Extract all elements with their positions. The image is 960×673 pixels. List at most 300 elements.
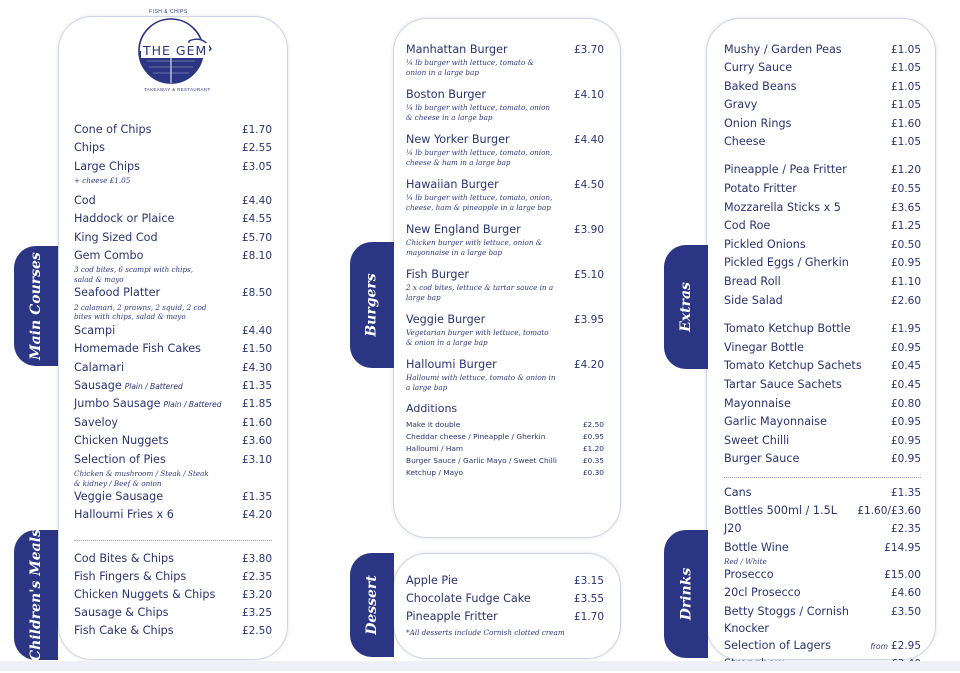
menu-item-price: £3.80	[241, 553, 272, 565]
dessert-tab	[350, 553, 394, 657]
menu-item-left	[74, 284, 160, 301]
menu-item-row	[74, 139, 272, 157]
menu-item-price: £4.40	[573, 134, 604, 146]
menu-item-left	[724, 357, 862, 375]
menu-item-price-wrap	[891, 161, 921, 180]
menu-item	[406, 312, 604, 347]
menu-item-price-wrap	[891, 292, 921, 311]
menu-item	[724, 539, 921, 567]
menu-item-name: Apple Pie	[406, 574, 458, 587]
main-courses-tab	[14, 246, 58, 366]
menu-item-row	[74, 284, 272, 302]
menu-item-name: J20	[724, 522, 742, 536]
menu-item	[74, 359, 272, 377]
section-divider	[74, 540, 272, 541]
menu-item-price: £1.10	[890, 276, 921, 288]
menu-item-price: £3.15	[573, 575, 604, 587]
menu-item-name: Boston Burger	[406, 88, 486, 101]
extras-tab	[664, 245, 708, 369]
menu-item-price-wrap	[891, 413, 921, 432]
menu-item-left	[74, 340, 201, 357]
menu-item-price-wrap	[242, 210, 272, 228]
menu-item-row	[74, 414, 272, 432]
menu-item-price: £1.85	[241, 398, 272, 411]
menu-item-row	[724, 96, 921, 114]
menu-item-price-wrap	[242, 340, 272, 358]
menu-item-price-wrap	[242, 121, 272, 139]
menu-item-name: Bottle Wine	[724, 540, 789, 554]
menu-item-name: Gravy	[724, 98, 758, 112]
menu-item-left	[406, 87, 486, 102]
menu-item-left	[74, 359, 124, 376]
menu-item-price-wrap	[242, 586, 272, 604]
menu-item-name: New England Burger	[406, 223, 521, 236]
menu-item-row	[74, 488, 272, 506]
menu-item	[724, 180, 921, 199]
addition-item	[406, 455, 604, 467]
menu-item-left	[724, 273, 781, 291]
menu-item-left	[724, 413, 827, 431]
menu-item-row	[74, 359, 272, 377]
menu-item-name: Cheese	[724, 135, 766, 149]
menu-item-price-wrap	[242, 359, 272, 377]
menu-item-price: £3.55	[573, 593, 604, 605]
addition-item	[406, 431, 604, 443]
menu-item-price-wrap	[891, 199, 921, 218]
menu-item-name: Seafood Platter	[74, 286, 161, 300]
menu-item-price-wrap	[242, 247, 272, 265]
menu-item-description: + cheese £1.05	[74, 176, 131, 186]
menu-item-price-wrap	[891, 59, 921, 77]
menu-item	[724, 236, 921, 255]
menu-item-left	[724, 339, 804, 357]
menu-item	[74, 229, 272, 247]
menu-item-price: £14.95	[884, 541, 921, 554]
menu-item-price-wrap	[574, 590, 604, 608]
menu-item-name: Pineapple / Pea Fritter	[724, 163, 847, 177]
menu-item-row	[724, 413, 921, 432]
menu-item-option: Plain / Battered	[124, 381, 183, 391]
addition-price: £0.95	[582, 432, 604, 441]
menu-item-price: £4.40	[241, 324, 272, 337]
menu-item	[724, 484, 921, 502]
menu-item-price: £8.50	[241, 287, 272, 300]
menu-item-description: Halloumi with lettuce, tomato & onion in a large bap	[406, 373, 556, 392]
menu-item	[406, 590, 604, 608]
menu-item	[74, 432, 272, 450]
menu-item-row	[406, 42, 604, 58]
menu-item	[74, 210, 272, 228]
menu-item-price-wrap	[242, 322, 272, 340]
menu-item-price: £3.20	[241, 589, 272, 601]
menu-item-name: Tartar Sauce Sachets	[724, 377, 842, 391]
menu-item-name: Cod Bites & Chips	[74, 552, 174, 565]
menu-item-left	[724, 395, 791, 413]
menu-item-price-wrap	[242, 506, 272, 524]
menu-item-price-wrap	[242, 568, 272, 586]
menu-item-price: £1.35	[241, 491, 272, 503]
menu-item-price-wrap	[574, 608, 604, 626]
menu-item	[74, 550, 272, 568]
menu-item	[724, 115, 921, 133]
menu-item-name: Fish Burger	[406, 268, 469, 281]
menu-item	[406, 267, 604, 302]
menu-item-price-wrap	[891, 236, 921, 255]
menu-item-left	[724, 539, 789, 556]
menu-item-price-wrap	[891, 484, 921, 502]
menu-item-row	[74, 229, 272, 247]
menu-item-price: £4.20	[573, 359, 604, 371]
menu-item	[74, 121, 272, 139]
menu-item-row	[724, 566, 921, 584]
menu-item-description: Chicken burger with lettuce, onion & mayonnaise in a large bap	[406, 238, 543, 257]
menu-item-row	[724, 520, 921, 538]
menu-item-price: £1.05	[890, 44, 921, 56]
menu-item-price: £3.05	[241, 160, 272, 173]
menu-item	[74, 322, 272, 340]
menu-item-price-wrap	[242, 284, 272, 302]
menu-item-row	[724, 78, 921, 96]
menu-item-name: Veggie Sausage	[74, 490, 164, 503]
menu-item-price-wrap	[891, 115, 921, 133]
menu-item-price-wrap	[242, 488, 272, 506]
menu-item-price-wrap	[891, 320, 921, 339]
menu-item	[74, 192, 272, 210]
menu-item-description: ¼ lb burger with lettuce, tomato, onion, cheese, ham & pineapple in a large bap	[406, 193, 553, 212]
menu-item-name: Selection of Lagers	[724, 639, 831, 653]
menu-item-left	[74, 414, 118, 431]
menu-item-price-wrap	[891, 273, 921, 292]
menu-item	[724, 520, 921, 538]
menu-item-price: £0.55	[890, 183, 921, 196]
menu-item-price: £4.50	[573, 179, 604, 191]
menu-item-left	[724, 450, 799, 468]
price-prefix: from	[870, 642, 888, 652]
menu-item-name: Haddock or Plaice	[74, 212, 175, 226]
menu-item-description: 2 x cod bites, lettuce & tartar sauce in a large bap	[406, 283, 554, 302]
menu-item	[724, 584, 921, 602]
childrens-meals-tab-label: Children's Meals	[28, 529, 44, 661]
menu-item	[724, 450, 921, 469]
menu-item-name: Cone of Chips	[74, 123, 152, 136]
menu-item-row	[724, 484, 921, 502]
menu-item	[74, 604, 272, 622]
menu-item-price: £1.70	[241, 124, 272, 136]
menu-item-left	[74, 121, 151, 138]
menu-item-price-wrap	[891, 584, 921, 602]
menu-item	[74, 395, 272, 413]
menu-item-row	[74, 121, 272, 139]
menu-item-price: £4.30	[241, 361, 272, 374]
logo-name: THE GEM	[143, 43, 208, 58]
menu-item-price: £2.50	[241, 625, 272, 637]
menu-item	[74, 451, 272, 488]
menu-item-left	[724, 254, 849, 272]
menu-item-price-wrap	[891, 357, 921, 376]
menu-item-price: £0.45	[890, 378, 921, 391]
menu-item-left	[74, 395, 222, 413]
menu-item-left	[406, 132, 510, 147]
menu-item-row	[724, 539, 921, 557]
menu-item-name: Mayonnaise	[724, 396, 791, 410]
additions-title: Additions	[406, 402, 458, 415]
menu-item-price: £0.80	[890, 397, 921, 410]
menu-item-left	[74, 586, 215, 604]
menu-item-left	[724, 637, 831, 654]
menu-item-left	[74, 604, 169, 622]
menu-item-price-wrap	[242, 550, 272, 568]
menu-item-left	[74, 158, 140, 175]
drinks-tab	[664, 530, 708, 658]
menu-item-row	[406, 312, 604, 328]
menu-item-name: Tomato Ketchup Bottle	[724, 322, 851, 336]
menu-item-row	[724, 339, 921, 358]
dessert-note: *All desserts include Cornish clotted cream	[406, 628, 565, 637]
menu-item-price: £3.50	[890, 605, 921, 618]
menu-item-description: ¼ lb burger with lettuce, tomato & onion in a large bap	[406, 58, 534, 77]
menu-item-price: £0.95	[890, 434, 921, 447]
gem-logo	[125, 5, 217, 97]
menu-item	[724, 376, 921, 395]
menu-item-left	[724, 320, 851, 338]
addition-name: Cheddar cheese / Pineapple / Gherkin	[406, 432, 546, 441]
menu-item-name: Saveloy	[74, 415, 119, 429]
menu-item	[406, 42, 604, 77]
menu-item-name: Fish Cake & Chips	[74, 624, 174, 637]
menu-item-price-wrap	[242, 192, 272, 210]
menu-item-price: £1.05	[890, 62, 921, 75]
menu-item-price-wrap	[574, 87, 604, 103]
menu-item-left	[406, 42, 508, 57]
menu-item	[406, 177, 604, 212]
menu-item-price-wrap	[891, 217, 921, 236]
menu-item-name: Large Chips	[74, 159, 140, 173]
menu-item-name: Chips	[74, 141, 105, 155]
dessert-tab-label: Dessert	[364, 575, 380, 635]
menu-item-row	[724, 180, 921, 199]
menu-item-name: Cod	[74, 193, 96, 207]
menu-item	[74, 340, 272, 358]
addition-name: Ketchup / Mayo	[406, 468, 464, 477]
menu-item-row	[724, 236, 921, 255]
menu-item-price-wrap	[242, 158, 272, 176]
menu-item-price-wrap	[891, 339, 921, 358]
main-courses-tab-label: Main Courses	[28, 252, 44, 360]
menu-item	[724, 292, 921, 311]
menu-item	[406, 87, 604, 122]
menu-item	[74, 622, 272, 640]
menu-item-name: Fish Fingers & Chips	[74, 570, 187, 583]
menu-item-description: 2 calamari, 2 prawns, 2 squid, 2 cod bites with chips, salad & mayo	[74, 302, 207, 322]
menu-item-name: Halloumi Burger	[406, 358, 497, 371]
menu-item	[724, 357, 921, 376]
menu-item-description: Chicken & mushroom / Steak / Steak & kidney / Beef & onion	[74, 469, 209, 488]
dessert-list	[406, 572, 604, 638]
menu-item-row	[74, 210, 272, 228]
menu-item-option: Plain / Battered	[163, 400, 222, 410]
menu-item-price: £0.45	[890, 360, 921, 373]
menu-item-name: New Yorker Burger	[406, 133, 510, 146]
menu-item-left	[74, 506, 174, 523]
menu-item-price-wrap	[891, 133, 921, 151]
menu-item	[724, 254, 921, 273]
drinks-tab-label: Drinks	[678, 567, 695, 621]
addition-name: Burger Sauce / Garlic Mayo / Sweet Chilli	[406, 456, 557, 465]
menu-item-row	[724, 432, 921, 451]
menu-item-row	[74, 622, 272, 640]
menu-item-name: Chicken Nuggets & Chips	[74, 588, 216, 601]
menu-item-row	[724, 637, 921, 655]
menu-item-left	[724, 133, 765, 150]
menu-item-price: £2.55	[241, 142, 272, 155]
menu-item-row	[724, 115, 921, 133]
addition-price: £0.35	[582, 456, 604, 465]
menu-item-row	[74, 506, 272, 524]
menu-item-description: 3 cod bites, 6 scampi with chips, salad & mayo	[74, 265, 194, 284]
menu-item-name: Curry Sauce	[724, 61, 793, 75]
menu-item-price-wrap	[242, 139, 272, 157]
menu-item	[724, 96, 921, 114]
menu-item-price: £5.10	[573, 269, 604, 281]
menu-item-name: Bread Roll	[724, 275, 781, 288]
menu-item-price-wrap	[242, 395, 272, 413]
menu-item-name: Chocolate Fudge Cake	[406, 592, 531, 605]
menu-item	[724, 41, 921, 59]
menu-item-price: £1.35	[241, 379, 272, 392]
menu-item-row	[724, 292, 921, 311]
menu-item	[74, 139, 272, 157]
menu-item-price: £2.95	[890, 640, 921, 653]
addition-item	[406, 443, 604, 455]
menu-item-name: Tomato Ketchup Sachets	[724, 359, 862, 373]
addition-name: Make it double	[406, 420, 461, 429]
menu-item-price-wrap	[242, 229, 272, 247]
menu-item-row	[724, 161, 921, 180]
menu-item-price-wrap	[891, 520, 921, 538]
menu-item-row	[74, 247, 272, 265]
menu-item-row	[724, 357, 921, 376]
menu-item-name: Cod Roe	[724, 219, 771, 233]
menu-item-name: Sausage & Chips	[74, 606, 169, 619]
menu-item-left	[74, 192, 96, 209]
menu-item-row	[74, 451, 272, 469]
menu-item	[724, 603, 921, 637]
menu-item	[724, 413, 921, 432]
menu-item	[724, 502, 921, 520]
menu-item-left	[724, 78, 796, 95]
menu-item-left	[74, 377, 183, 395]
menu-item-row	[724, 376, 921, 395]
menu-item-price-wrap	[574, 222, 604, 238]
menu-item-price: £3.70	[573, 44, 604, 56]
menu-item	[724, 133, 921, 151]
menu-item-left	[406, 177, 499, 192]
menu-item-name: Jumbo Sausage	[74, 397, 161, 411]
menu-item-row	[74, 586, 272, 604]
menu-item-left	[74, 432, 169, 449]
menu-item-left	[406, 222, 521, 237]
menu-item-row	[74, 395, 272, 413]
extras-list	[724, 41, 921, 673]
menu-item-price: £3.90	[573, 224, 604, 236]
menu-item-price-wrap	[242, 451, 272, 469]
menu-item-price-wrap	[891, 78, 921, 96]
menu-item-price: £3.60	[241, 435, 272, 448]
menu-item-name: Hawaiian Burger	[406, 178, 499, 191]
menu-item	[406, 572, 604, 590]
menu-item-price-wrap	[574, 267, 604, 283]
menu-item-left	[406, 267, 469, 282]
menu-item-price: £0.95	[890, 416, 921, 429]
menu-item-price: £4.10	[573, 89, 604, 101]
menu-item-name: Gem Combo	[74, 248, 144, 262]
menu-item	[406, 357, 604, 392]
menu-item-row	[724, 502, 921, 520]
menu-item-price: £8.10	[241, 249, 272, 262]
menu-item-price-wrap	[574, 177, 604, 193]
menu-item-left	[724, 199, 841, 217]
addition-item	[406, 419, 604, 431]
menu-item-price: £4.55	[241, 213, 272, 226]
menu-item	[74, 506, 272, 524]
menu-item-name: Sweet Chilli	[724, 433, 790, 447]
menu-item-price: £2.60	[890, 294, 921, 307]
menu-item-name: Onion Rings	[724, 116, 792, 130]
menu-item-left	[74, 139, 105, 156]
menu-item-price-wrap	[891, 603, 921, 621]
menu-item-price-wrap	[891, 395, 921, 414]
menu-item-price: £1.35	[890, 486, 921, 499]
menu-item-row	[74, 340, 272, 358]
menu-item-price: £0.50	[890, 238, 921, 251]
menu-item-price-wrap	[891, 96, 921, 114]
menu-item	[724, 395, 921, 414]
menu-item-row	[74, 322, 272, 340]
menu-item-left	[74, 622, 174, 640]
menu-item-price: £3.65	[890, 201, 921, 214]
menu-item-row	[724, 133, 921, 151]
menu-item-row	[406, 590, 604, 608]
menu-item-row	[406, 132, 604, 148]
menu-item	[406, 222, 604, 257]
menu-item-row	[74, 550, 272, 568]
menu-item-left	[724, 502, 837, 519]
menu-item-row	[724, 584, 921, 602]
menu-item-price-wrap	[891, 254, 921, 273]
menu-item-price-wrap	[891, 180, 921, 199]
menu-item-price-wrap	[242, 414, 272, 432]
menu-item-left	[724, 59, 792, 76]
menu-item-name: Manhattan Burger	[406, 43, 508, 56]
menu-item-price-wrap	[867, 637, 921, 655]
menu-item-price-wrap	[891, 432, 921, 451]
menu-item-left	[724, 292, 783, 310]
menu-item-price: £0.95	[890, 453, 921, 466]
menu-item-price-wrap	[574, 312, 604, 328]
menu-item-left	[724, 566, 774, 583]
menu-item-left	[724, 432, 789, 450]
menu-item-name: Pickled Eggs / Gherkin	[724, 256, 849, 270]
menu-item-row	[724, 199, 921, 218]
menu-item-price-wrap	[857, 502, 921, 520]
menu-item-price: £1.95	[890, 323, 921, 336]
menu-item-price-wrap	[574, 357, 604, 373]
menu-item-name: Chicken Nuggets	[74, 434, 169, 448]
menu-item-row	[724, 41, 921, 59]
menu-item-price: £1.05	[890, 80, 921, 93]
menu-item-row	[74, 192, 272, 210]
menu-item-name: King Sized Cod	[74, 230, 158, 244]
